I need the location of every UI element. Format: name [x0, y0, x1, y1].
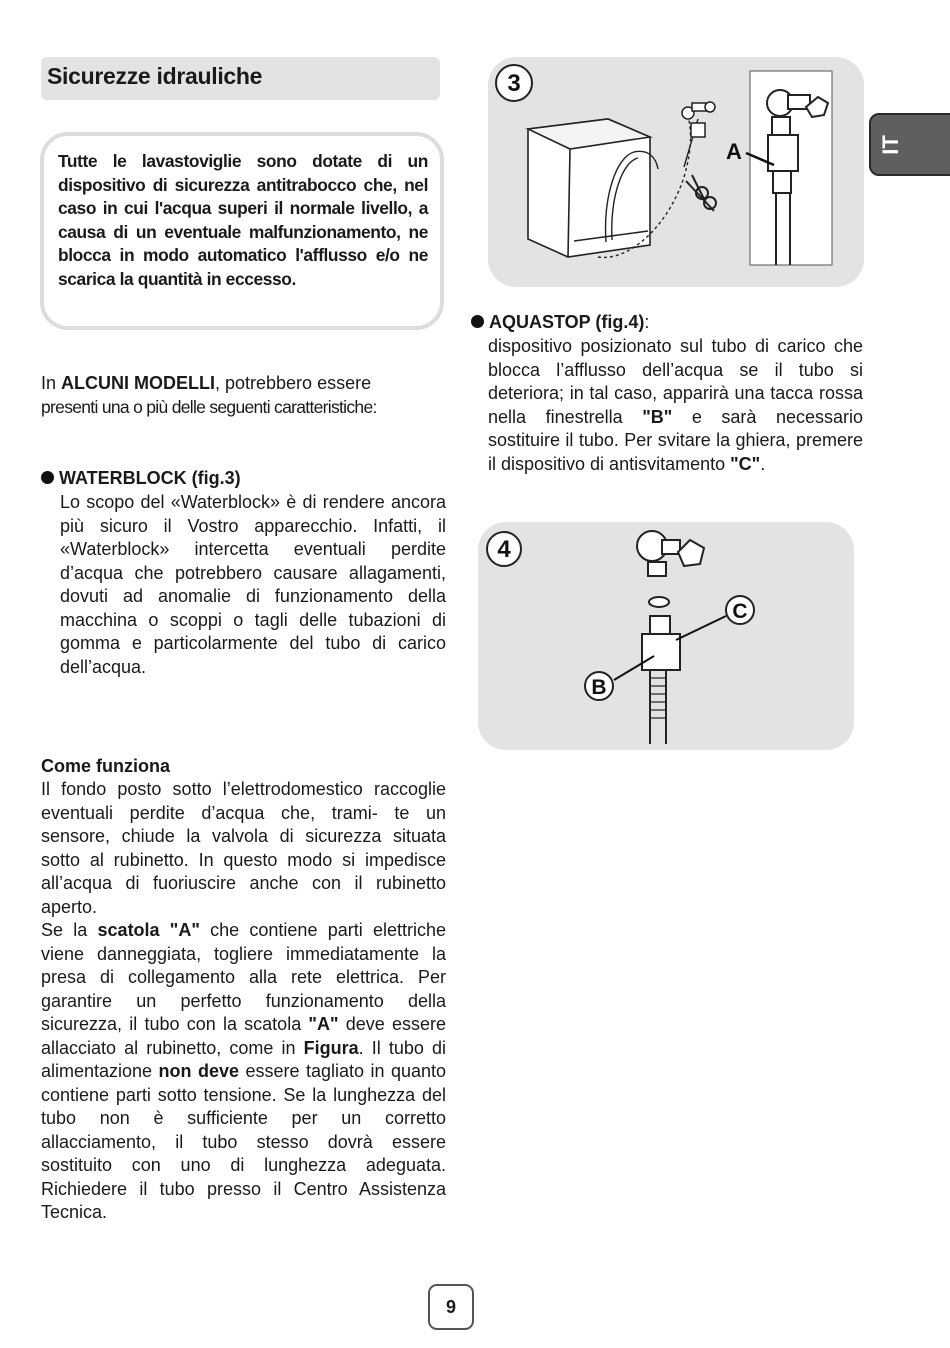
dishwasher-icon — [528, 119, 650, 257]
intro-prefix: In — [41, 373, 62, 393]
aq-a: dispositivo posizionato sul tubo di carico che blocca l’afflusso dell’acqua se il tubo si deteriora; in tal caso, apparirà una tacca rossa nella finestrella — [488, 336, 863, 427]
label-c-leader — [676, 616, 726, 640]
bullet-icon — [471, 315, 484, 328]
figure-4-aquastop — [478, 522, 854, 750]
label-c: C — [732, 600, 748, 623]
intro-paragraph — [41, 372, 446, 419]
p2-h: non deve — [158, 1061, 240, 1081]
hose-ribs — [650, 678, 666, 718]
p2-a: Se la — [41, 920, 98, 940]
aquastop-heading — [471, 311, 863, 335]
language-tab — [869, 113, 950, 176]
safety-notice-box — [40, 132, 444, 330]
how-it-works-heading: Come funziona — [41, 756, 170, 776]
how-it-works-body — [41, 778, 446, 1225]
figure-4-illustration — [478, 522, 854, 750]
p2-f: Figura — [303, 1037, 359, 1058]
waterblock-heading — [41, 467, 446, 491]
section-title: Sicurezze idrauliche — [41, 57, 440, 100]
aq-b: "B" — [642, 406, 673, 427]
aquastop-colon: : — [644, 312, 650, 332]
safety-notice-text: Tutte le lavastoviglie sono dotate di un dispositivo di sicurezza antitrabocco che, nel caso in cui l'acqua superi il normale livello, a causa di un eventuale malfunzionamento, ne blocca in modo automatico l'afflusso e/o ne scarica la quantità in eccesso. — [58, 151, 428, 289]
scissors-icon — [686, 175, 716, 211]
p2-d: "A" — [308, 1014, 339, 1034]
label-b: B — [591, 676, 607, 699]
bullet-icon — [41, 471, 54, 484]
intro-line2: presenti una o più delle seguenti caratteristiche: — [41, 396, 377, 417]
figure-3-waterblock — [488, 57, 864, 287]
waterblock-body: Lo scopo del «Waterblock» è di rendere ancora più sicuro il Vostro apparecchio. Infatti, il «Waterblock» intercetta eventuali perdite d’acqua che potrebbero causare allagamenti, dovuti ad anomalie di funzionamento della macchina o scoppi o tagli delle tubazioni di gomma e particolarmente del tubo di carico dell’acqua. — [60, 492, 446, 677]
aq-e: . — [760, 453, 766, 474]
aq-c: e sarà necessario sostituire il tubo. Per svitare la ghiera, premere il dispositivo di antisvitamento — [488, 406, 864, 474]
aquastop-body — [488, 335, 863, 476]
p2-i: essere tagliato in quanto contiene parti sotto tensione. Se la lunghezza del tubo non è sufficiente per un corretto allacciamento, il tubo stesso dovrà essere sostituito con uno di lunghezza adeguata. Richiedere il tubo presso il Centro Assistenza Tecnica. — [41, 1061, 446, 1222]
label-a: A — [726, 139, 742, 164]
tap-aquastop-icon — [637, 531, 704, 744]
p2-g: . Il tubo di alimentazione — [41, 1037, 447, 1081]
aq-d: "C" — [730, 453, 761, 474]
figure-3-illustration — [488, 57, 864, 287]
p2-c: che contiene parti elettriche viene danneggiata, togliere immediatamente la presa di collegamento alla rete elettrica. Per garantire un perfetto funzionamento della sicurezza, il tubo con la scatola — [41, 920, 447, 1034]
figure-3-number: 3 — [507, 70, 521, 97]
aquastop-heading-text: AQUASTOP (fig.4) — [489, 312, 645, 332]
how-it-works-p1: Il fondo posto sotto l’elettrodomestico raccoglie eventuali perdite d’acqua che, trami- te un sensore, chiude la valvola di sicurezza situata sotto al rubinetto. In questo modo si impedisce all’acqua di fuoriuscire anche con il rubinetto aperto. — [41, 779, 446, 917]
p2-e: deve essere allacciato al rubinetto, come in — [41, 1014, 446, 1058]
p2-b: scatola "A" — [97, 920, 200, 940]
language-tab-label: IT — [878, 135, 903, 155]
waterblock-heading-text: WATERBLOCK (fig.3) — [59, 468, 241, 488]
intro-suffix: , potrebbero essere — [215, 373, 372, 393]
intro-bold: ALCUNI MODELLI — [61, 373, 215, 393]
page-number: 9 — [428, 1284, 474, 1330]
figure-4-number: 4 — [497, 536, 511, 563]
